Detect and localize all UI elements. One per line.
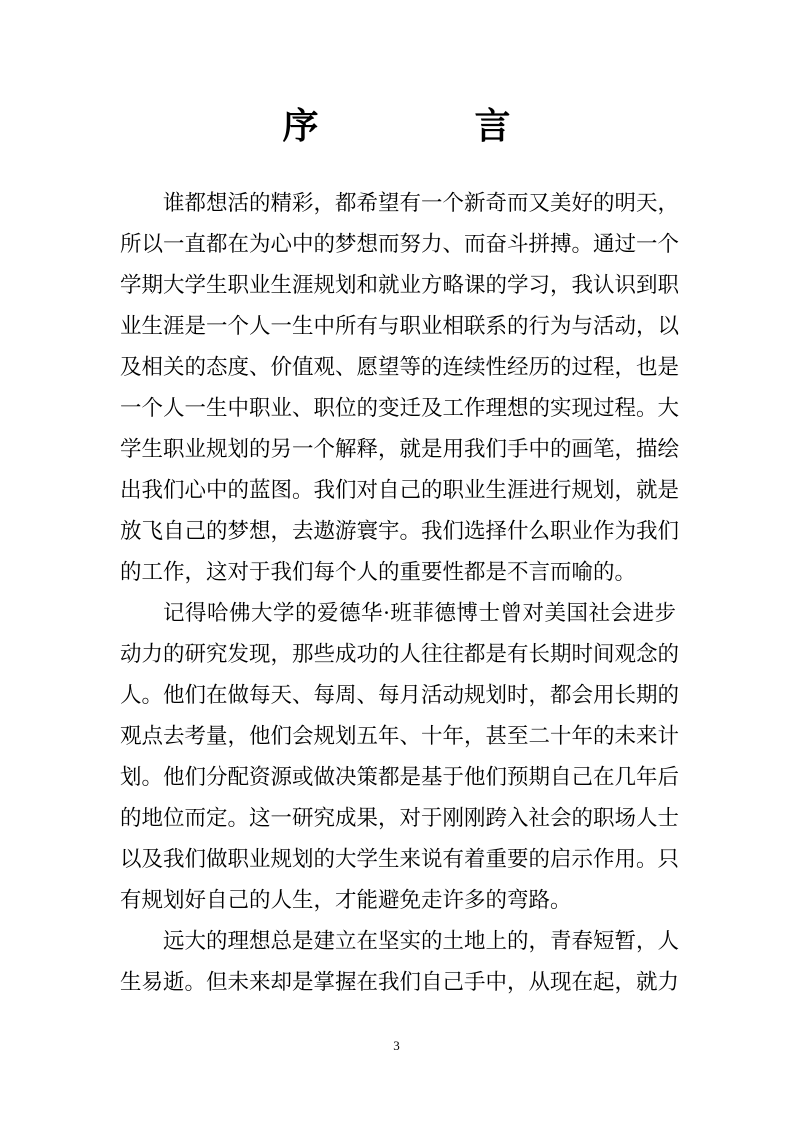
text-line: 业生涯是一个人一生中所有与职业相联系的行为与活动，以 — [120, 314, 680, 339]
text-line: 的地位而定。这一研究成果，对于刚刚跨入社会的职场人士 — [120, 806, 680, 831]
text-line: 以及我们做职业规划的大学生来说有着重要的启示作用。只 — [120, 847, 680, 872]
text-line: 谁都想活的精彩，都希望有一个新奇而又美好的明天， — [163, 191, 680, 216]
text-line: 所以一直都在为心中的梦想而努力、而奋斗拼搏。通过一个 — [120, 232, 680, 257]
text-line: 的工作，这对于我们每个人的重要性都是不言而喻的。 — [120, 560, 637, 585]
text-line: 有规划好自己的人生，才能避免走许多的弯路。 — [120, 888, 572, 913]
text-line: 生易逝。但未来却是掌握在我们自己手中，从现在起，就力 — [120, 970, 680, 995]
page-title: 序 言 — [282, 105, 571, 147]
page-number: 3 — [393, 1038, 400, 1053]
text-line: 人。他们在做每天、每周、每月活动规划时，都会用长期的 — [120, 683, 680, 708]
text-line: 观点去考量，他们会规划五年、十年，甚至二十年的未来计 — [120, 724, 680, 749]
text-line: 一个人一生中职业、职位的变迁及工作理想的实现过程。大 — [120, 396, 680, 421]
text-line: 学生职业规划的另一个解释，就是用我们手中的画笔，描绘 — [120, 437, 680, 462]
text-line: 放飞自己的梦想，去遨游寰宇。我们选择什么职业作为我们 — [120, 519, 680, 544]
text-line: 远大的理想总是建立在坚实的土地上的，青春短暂，人 — [163, 929, 680, 954]
text-line: 出我们心中的蓝图。我们对自己的职业生涯进行规划，就是 — [120, 478, 680, 503]
text-line: 动力的研究发现，那些成功的人往往都是有长期时间观念的 — [120, 642, 680, 667]
text-line: 记得哈佛大学的爱德华·班菲德博士曾对美国社会进步 — [163, 601, 676, 626]
text-line: 及相关的态度、价值观、愿望等的连续性经历的过程，也是 — [120, 355, 680, 380]
body-text — [120, 183, 680, 1003]
text-line: 学期大学生职业生涯规划和就业方略课的学习，我认识到职 — [120, 273, 680, 298]
text-line: 划。他们分配资源或做决策都是基于他们预期自己在几年后 — [120, 765, 680, 790]
